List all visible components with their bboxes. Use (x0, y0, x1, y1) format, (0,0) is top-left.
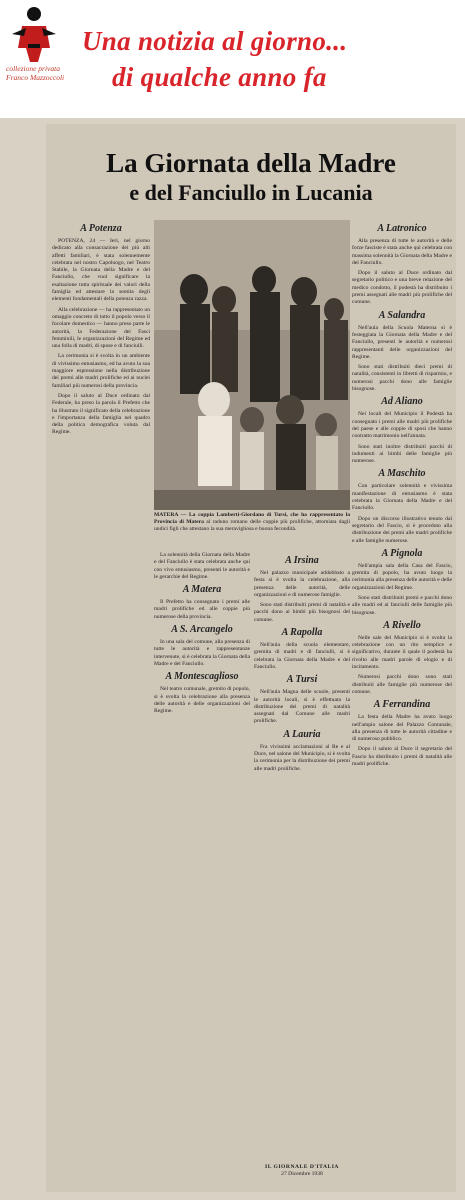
collector-name: Franco Mazzoccoli (6, 73, 65, 82)
column-middle-right (254, 552, 350, 1180)
collection-line: collezione privata (6, 64, 60, 73)
paragraph: Dopo un discorso illustrativo tenuto dal segretario del Fascio, si è proceduto alla distribuzione dei premi alle madri prolifiche e alle famiglie numerose. (352, 515, 452, 544)
paragraph: La cerimonia si è svolta in un ambiente di vivissimo entusiasmo, ed ha avuto la sua maggiore espressione nella distribuzione dei premi alle madri prolifiche ed ai nuclei familiari più numerosi della provincia. (52, 353, 150, 389)
paragraph: Nelle sale del Municipio si è svolta la celebrazione con un rito semplice e significativo, durante il quale il podestà ha rivolto alle madri parole di elogio e di incitamento. (352, 634, 452, 671)
source-footer (254, 1164, 350, 1178)
section-heading-maschito: A Maschito (378, 468, 426, 480)
paragraph: Numerosi pacchi dono sono stati distribuiti alle famiglie più numerose del comune. (352, 674, 452, 695)
paragraph: Fra vivissimi acclamazioni al Re e al Duce, nel salone del Municipio, si è svolta la cerimonia per la distribuzione dei premi alle madri prolifiche. (254, 743, 350, 772)
paragraph: Dopo il saluto al Duce ordinato dal segretario politico e una breve relazione del medico condotto, il podestà ha distribuito i premi assegnati alle madri più prolifiche del comune. (352, 270, 452, 306)
paragraph: Nel teatro comunale, gremito di popolo, si è svolta la celebrazione alla presenza delle autorità e delle organizzazioni del Regime. (154, 686, 250, 715)
paragraph: Sono stati inoltre distribuiti pacchi di indumenti ai bimbi delle famiglie più numerose. (352, 443, 452, 465)
section-heading-potenza: A Potenza (80, 223, 122, 234)
photo-caption (154, 512, 350, 550)
section-heading-latronico: A Latronico (377, 223, 427, 234)
paragraph: Nell'ampia sala della Casa del Fascio, gremita di popolo, ha avuto luogo la cerimonia alla presenza delle autorità e delle organizzazioni del Regime. (352, 562, 452, 591)
paragraph: Nell'aula della scuola elementare, gremita di madri e di fanciulli, si è celebrata la Giornata della Madre e del Fanciullo. (254, 642, 350, 670)
section-heading-lauria: A Lauria (283, 728, 321, 740)
section-heading-rapolla: A Rapolla (281, 627, 323, 639)
header-banner (0, 0, 465, 118)
paragraph: Sono stati distribuiti premi di natalità e pacchi dono ai bimbi più bisognosi del comune. (254, 602, 350, 623)
newspaper-clipping (46, 124, 456, 1192)
section-heading-ferrandina: A Ferrandina (373, 699, 431, 711)
paragraph: Sono stati distribuiti premi e pacchi dono alle madri ed ai fanciulli delle famiglie più bisognose. (352, 594, 452, 616)
banner-subheadline: di qualche anno fa (112, 62, 327, 92)
paragraph: Nell'aula della Scuola Materna si è festeggiata la Giornata della Madre e del Fanciullo, presenti le autorità e numerosi rappresentanti delle organizzazioni del Regime. (352, 324, 452, 360)
paragraph: Alla presenza di tutte le autorità e delle forze fasciste è stata anche qui celebrata con massima solennità la Giornata della Madre e del Fanciullo. (352, 238, 452, 266)
column-middle-left (154, 552, 250, 1180)
section-heading-pignola: A Pignola (381, 547, 423, 559)
paragraph: Sono stati distribuiti dieci premi di natalità, consistenti in libretti di risparmio, e numerosi pacchi dono alle famiglie bisognose. (352, 364, 452, 393)
paragraph: Dopo il saluto al Duce il segretario del Fascio ha distribuito i premi di natalità alle madri prolifiche. (352, 746, 452, 768)
section-heading-rivello: A Rivello (383, 619, 421, 631)
photo-caption-text: al raduno romano delle coppie più prolifiche, attorniata dagli undici figli che attestano la sua meravigliosa e buona fecondità. (154, 519, 350, 532)
paragraph: Dopo il saluto al Duce ordinato dal Federale, ha preso la parola il Prefetto che ha illustrato il significato della celebrazione e l'importanza della famiglia nel quadro della politica demografica voluta dal Regime. (52, 392, 150, 436)
paragraph: Con particolare solennità e vivissima manifestazione di entusiasmo è stata celebrata la Giornata della Madre e del Fanciullo. (352, 483, 452, 512)
paragraph: Nei locali del Municipio il Podestà ha consegnato i premi alle madri più prolifiche del paese e alle coppie di sposi che hanno contratto matrimonio nell'annata. (352, 411, 452, 440)
collection-credit (6, 64, 76, 82)
article-subtitle: e del Fanciullo in Lucania (129, 180, 373, 205)
figure-logo-icon (4, 4, 64, 66)
section-heading-salandra: A Salandra (378, 309, 426, 321)
column-left (52, 220, 150, 1180)
paragraph: Nell'aula Magna delle scuole, presenti le autorità locali, si è effettuata la distribuzione dei premi di natalità assegnati dal Comune alle madri prolifiche. (254, 689, 350, 725)
section-heading-matera: A Matera (182, 584, 222, 596)
family-photo (154, 220, 350, 510)
paragraph: Nel palazzo municipale addobbato a festa si è svolta la celebrazione, alla presenza delle autorità, delle organizzazioni e di numerose famiglie. (254, 570, 350, 598)
paragraph: In una sala del comune, alla presenza di tutte le autorità e rappresentanze intervenute, si è celebrata la Giornata della Madre e del Fanciullo. (154, 639, 250, 667)
section-heading-irsina: A Irsina (285, 555, 319, 566)
section-heading-aliano: Ad Aliano (381, 396, 423, 408)
photo-caption-lead: MATERA — La coppia Lamberti-Giordano di Tursi, che ha rappresentato la Provincia di Matera (154, 512, 350, 525)
paragraph: Alla celebrazione — ha rappresentato un omaggio concreto di tutto il popolo verso il focolare domestico — hanno preso parte le autorità, la Federazione dei Fasci femminili, le organizzazioni del Regime ed una folla di madri, di spose e di fanciulli. (52, 306, 150, 350)
paragraph: La festa della Madre ha avuto luogo nell'ampio salone del Palazzo Comunale, alla presenza di tutte le autorità cittadine e di numeroso pubblico. (352, 714, 452, 743)
article-title: La Giornata della Madre (106, 148, 396, 178)
paragraph: Il Prefetto ha consegnato i premi alle madri prolifiche ed alle coppie più numerose della provincia. (154, 599, 250, 620)
section-heading-sarcangelo: A S. Arcangelo (171, 624, 233, 636)
section-heading-tursi: A Tursi (286, 674, 318, 686)
section-heading-montescaglioso: A Montescaglioso (165, 671, 239, 683)
column-right (352, 220, 452, 1180)
newspaper-name: IL GIORNALE D'ITALIA (265, 1164, 339, 1170)
publication-date: 27 Dicembre 1938 (281, 1171, 323, 1177)
banner-headline: Una notizia al giorno... (82, 26, 348, 56)
paragraph: La solennità della Giornata della Madre e del Fanciullo è stata celebrata anche qui con vivo entusiasmo, presenti le autorità e le gerarchie del Regime. (154, 552, 250, 580)
paragraph: POTENZA, 24 — Ieri, nel giorno dedicato alla consacrazione dei più alti affetti familiari, è stata solennemente celebrata nel nostro Capoluogo, nel Teatro Stabile, la Giornata della Madre e del Fanciullo, che vuol significare la esaltazione tutta spirituale dei valori della famiglia ed attestare la sentita degli elementi fondamentali della potenza razza. (52, 238, 150, 303)
